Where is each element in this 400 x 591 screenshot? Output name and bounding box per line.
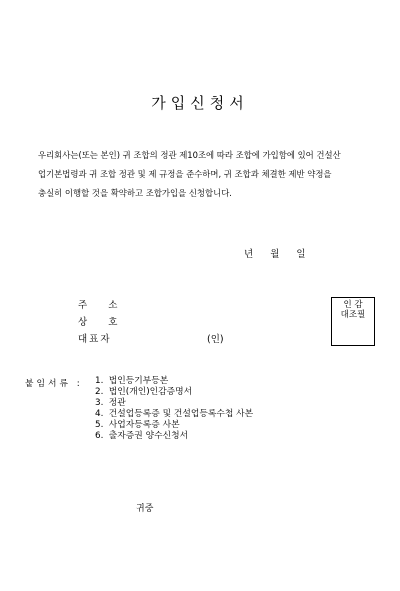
item-number: 4. [95, 409, 104, 419]
application-statement [38, 146, 373, 203]
seal-verification-box [331, 297, 375, 346]
page-title: 가입신청서 [151, 94, 249, 112]
item-number: 6. [95, 431, 104, 441]
seal-label-line: 대조필 [340, 310, 366, 320]
item-text: 법인(개인)인감증명서 [108, 387, 193, 397]
list-item [95, 387, 253, 398]
company-name-label: 상 호 [78, 317, 119, 328]
address-label: 주 소 [78, 300, 119, 311]
list-item [95, 398, 253, 409]
item-number: 1. [95, 376, 104, 386]
representative-label: 대표자 [78, 334, 112, 345]
item-number: 5. [95, 420, 104, 430]
item-text: 출자증권 양수신청서 [108, 431, 189, 441]
list-item [95, 420, 253, 431]
date-line: 년 월 일 [244, 249, 306, 260]
statement-line: 업기본법령과 귀 조합 정관 및 제 규정을 준수하며, 귀 조합과 체결한 제반 약정을 [38, 169, 332, 179]
statement-line: 충실히 이행할 것을 확약하고 조합가입을 신청합니다. [38, 188, 232, 198]
attachments-label: 붙임서류 : [25, 379, 83, 389]
item-text: 법인등기부등본 [108, 376, 169, 386]
list-item [95, 431, 253, 442]
item-number: 2. [95, 387, 104, 397]
seal-mark: (인) [207, 334, 224, 345]
recipient-label: 귀중 [136, 504, 154, 514]
seal-label-line: 인 감 [343, 300, 363, 310]
item-text: 건설업등록증 및 건설업등록수첩 사본 [108, 409, 254, 419]
item-text: 사업자등록증 사본 [108, 420, 180, 430]
list-item [95, 409, 253, 420]
item-text: 정관 [108, 398, 126, 408]
attachments-list [95, 376, 253, 442]
statement-line: 우리회사는(또는 본인) 귀 조합의 정관 제10조에 따라 조합에 가입함에 있어 건설산 [38, 150, 341, 160]
list-item [95, 376, 253, 387]
seal-verification-label [332, 300, 374, 320]
item-number: 3. [95, 398, 104, 408]
